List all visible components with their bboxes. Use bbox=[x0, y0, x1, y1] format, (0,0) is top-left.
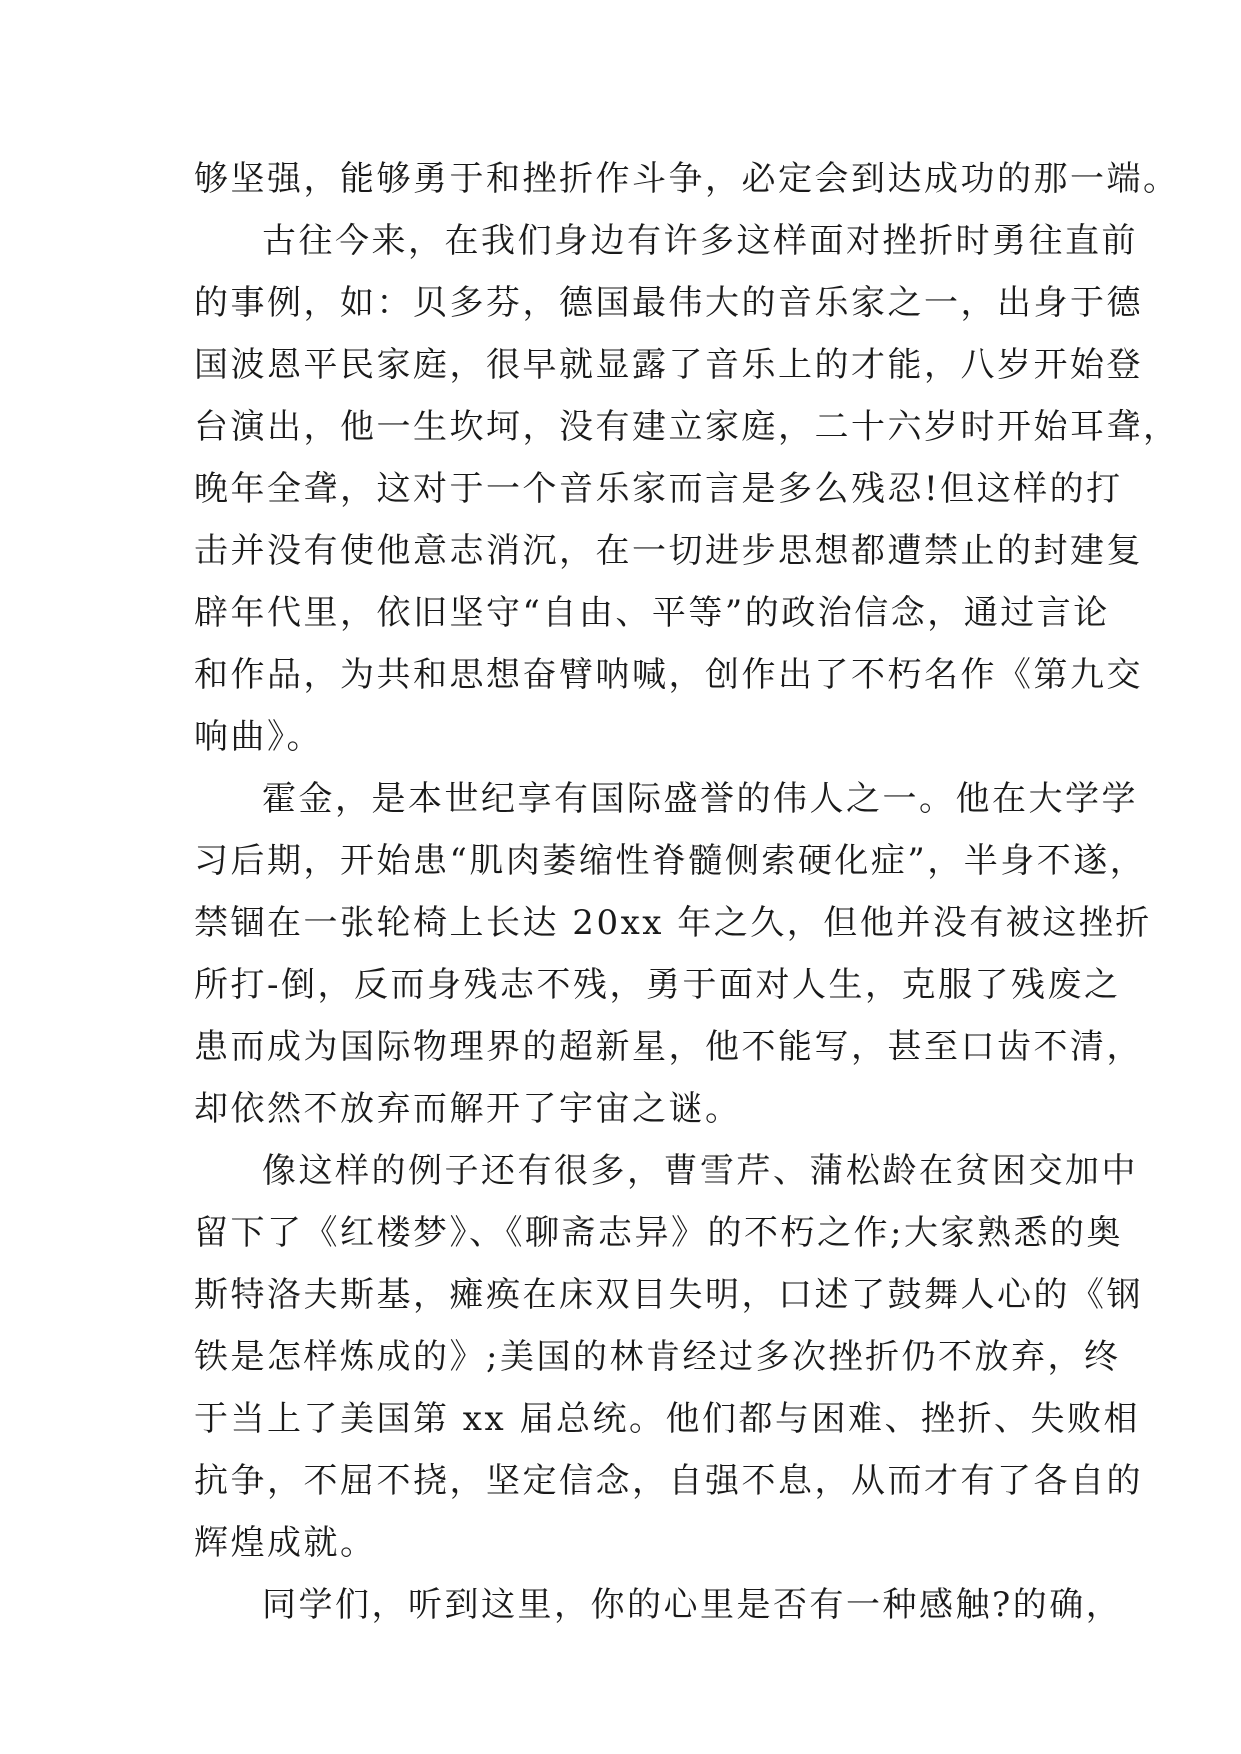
text-line: 够坚强，能够勇于和挫折作斗争，必定会到达成功的那一端。 bbox=[194, 159, 1180, 199]
text-line: 铁是怎样炼成的》;美国的林肯经过多次挫折仍不放弃，终 bbox=[194, 1337, 1121, 1377]
paragraph-beethoven bbox=[194, 210, 1180, 768]
text-line: 击并没有使他意志消沉，在一切进步思想都遭禁止的封建复 bbox=[194, 531, 1143, 571]
text-line: 于当上了美国第 xx 届总统。他们都与困难、挫折、失败相 bbox=[194, 1399, 1140, 1439]
text-line: 的事例，如：贝多芬，德国最伟大的音乐家之一，出身于德 bbox=[194, 283, 1143, 323]
text-line: 古往今来，在我们身边有许多这样面对挫折时勇往直前 bbox=[262, 221, 1138, 261]
text-line: 和作品，为共和思想奋臂呐喊，创作出了不朽名作《第九交 bbox=[194, 655, 1143, 695]
text-line: 像这样的例子还有很多，曹雪芹、蒲松龄在贫困交加中 bbox=[262, 1151, 1138, 1191]
text-line: 响曲》。 bbox=[194, 717, 323, 757]
text-line: 霍金，是本世纪享有国际盛誉的伟人之一。他在大学学 bbox=[262, 779, 1138, 819]
text-line: 抗争，不屈不挠，坚定信念，自强不息，从而才有了各自的 bbox=[194, 1461, 1143, 1501]
text-line: 习后期，开始患“肌肉萎缩性脊髓侧索硬化症”，半身不遂， bbox=[194, 841, 1147, 881]
text-line: 却依然不放弃而解开了宇宙之谜。 bbox=[194, 1089, 742, 1129]
paragraph-examples bbox=[194, 1140, 1143, 1574]
text-line: 国波恩平民家庭，很早就显露了音乐上的才能，八岁开始登 bbox=[194, 345, 1143, 385]
paragraph-closing bbox=[194, 1574, 1123, 1636]
text-line: 患而成为国际物理界的超新星，他不能写，甚至口齿不清， bbox=[194, 1027, 1143, 1067]
text-line: 斯特洛夫斯基，瘫痪在床双目失明，口述了鼓舞人心的《钢 bbox=[194, 1275, 1143, 1315]
text-line: 辉煌成就。 bbox=[194, 1523, 377, 1563]
text-line: 晚年全聋，这对于一个音乐家而言是多么残忍!但这样的打 bbox=[194, 469, 1123, 509]
paragraph-hawking bbox=[194, 768, 1152, 1140]
text-line: 同学们，听到这里，你的心里是否有一种感触?的确， bbox=[262, 1585, 1123, 1625]
text-line: 禁锢在一张轮椅上长达 20xx 年之久，但他并没有被这挫折 bbox=[194, 903, 1152, 943]
text-line: 所打-倒，反而身残志不残，勇于面对人生，克服了残废之 bbox=[194, 965, 1121, 1005]
text-line: 台演出，他一生坎坷，没有建立家庭，二十六岁时开始耳聋， bbox=[194, 407, 1180, 447]
paragraph-continuation bbox=[194, 148, 1180, 210]
text-line: 辟年代里，依旧坚守“自由、平等”的政治信念，通过言论 bbox=[194, 593, 1110, 633]
text-line: 留下了《红楼梦》、《聊斋志异》的不朽之作;大家熟悉的奥 bbox=[194, 1213, 1123, 1253]
document-page bbox=[194, 148, 1180, 1636]
